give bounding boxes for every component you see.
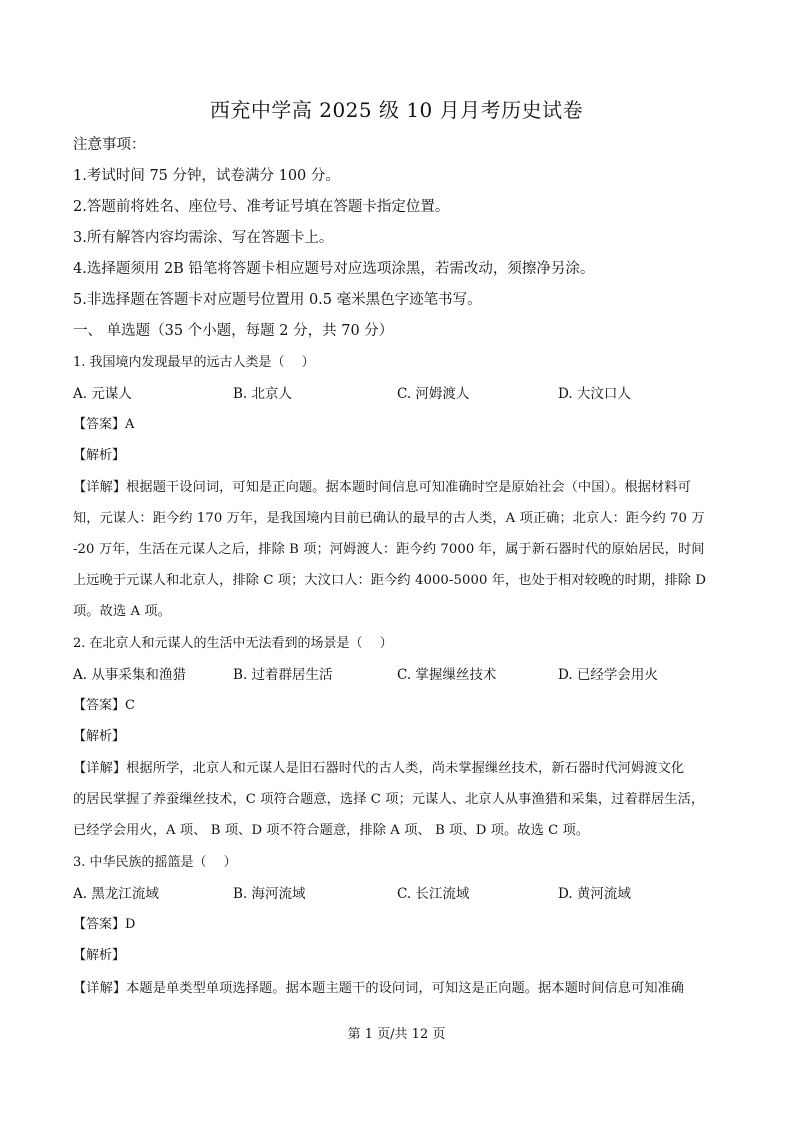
question-3-option-c: C. 长江流域 (397, 886, 470, 902)
question-2-option-d: D. 已经学会用火 (558, 667, 658, 683)
question-2-option-b: B. 过着群居生活 (233, 667, 333, 683)
page-footer: 第 1 页/共 12 页 (347, 1027, 446, 1042)
question-2-detail (73, 753, 723, 846)
notice-item-3: 3.所有解答内容均需涂、写在答题卡上。 (73, 230, 334, 246)
question-1-detail-line: 项。故选 A 项。 (73, 604, 171, 619)
question-1-analysis-label: 【解析】 (73, 448, 126, 463)
question-2-option-c: C. 掌握缫丝技术 (397, 667, 497, 683)
question-2-detail-line: 的居民掌握了养蚕缫丝技术，C 项符合题意，选择 C 项；元谋人、北京人从事渔猎和采集，过着群居生活， (73, 792, 705, 807)
question-2-detail-line: 【详解】根据所学，北京人和元谋人是旧石器时代的古人类，尚未掌握缫丝技术，新石器时代河姆渡文化 (73, 761, 685, 776)
notice-item-2: 2.答题前将姓名、座位号、准考证号填在答题卡指定位置。 (73, 199, 450, 215)
question-3-answer: 【答案】D (73, 917, 136, 932)
question-3-detail-line: 【详解】本题是单类型单项选择题。据本题主题干的设问词，可知这是正向题。据本题时间信息可知准确 (73, 981, 685, 996)
question-1-answer: 【答案】A (73, 417, 135, 432)
question-1-option-b: B. 北京人 (233, 386, 293, 402)
question-1-option-d: D. 大汶口人 (558, 386, 631, 402)
question-1-detail (73, 472, 723, 627)
question-3-analysis-label: 【解析】 (73, 948, 126, 963)
question-3-stem: 3. 中华民族的摇篮是（ ） (73, 855, 237, 870)
notice-item-4: 4.选择题须用 2B 铅笔将答题卡相应题号对应选项涂黑，若需改动，须擦净另涂。 (73, 261, 595, 277)
question-1-detail-line: 【详解】根据题干设问词，可知是正向题。据本题时间信息可知准确时空是原始社会（中国）。根据材料可 (73, 480, 691, 495)
question-1-option-a: A. 元谋人 (73, 386, 132, 402)
question-1-detail-line: 上远晚于元谋人和北京人，排除 C 项；大汶口人：距今约 4000-5000 年，也处于相对较晚的时期，排除 D (73, 573, 707, 588)
section-heading: 一、 单选题（35 个小题，每题 2 分，共 70 分） (73, 323, 394, 339)
question-3-option-d: D. 黄河流域 (558, 886, 631, 902)
question-2-detail-line: 已经学会用火，A 项、 B 项、D 项不符合题意，排除 A 项、 B 项、D 项。故选 C 项。 (73, 823, 590, 838)
exam-title: 西充中学高 2025 级 10 月月考历史试卷 (209, 98, 584, 122)
notice-heading: 注意事项： (73, 137, 146, 153)
question-3-option-a: A. 黑龙江流域 (73, 886, 159, 902)
question-1-detail-line: -20 万年，生活在元谋人之后，排除 B 项；河姆渡人：距今约 7000 年，属于新石器时代的原始居民，时间 (73, 542, 705, 557)
question-2-option-a: A. 从事采集和渔猎 (73, 667, 186, 683)
question-2-answer: 【答案】C (73, 698, 135, 713)
question-2-stem: 2. 在北京人和元谋人的生活中无法看到的场景是（ ） (73, 636, 393, 651)
question-3-option-b: B. 海河流域 (233, 886, 306, 902)
notice-item-1: 1.考试时间 75 分钟，试卷满分 100 分。 (73, 168, 340, 184)
question-1-detail-line: 知，元谋人：距今约 170 万年，是我国境内目前已确认的最早的古人类，A 项正确；北京人：距今约 70 万 (73, 511, 705, 526)
question-3-detail (73, 973, 723, 1004)
question-1-stem: 1. 我国境内发现最早的远古人类是（ ） (73, 355, 315, 370)
question-1-option-c: C. 河姆渡人 (397, 386, 470, 402)
notice-item-5: 5.非选择题在答题卡对应题号位置用 0.5 毫米黑色字迹笔书写。 (73, 292, 482, 308)
question-2-analysis-label: 【解析】 (73, 729, 126, 744)
